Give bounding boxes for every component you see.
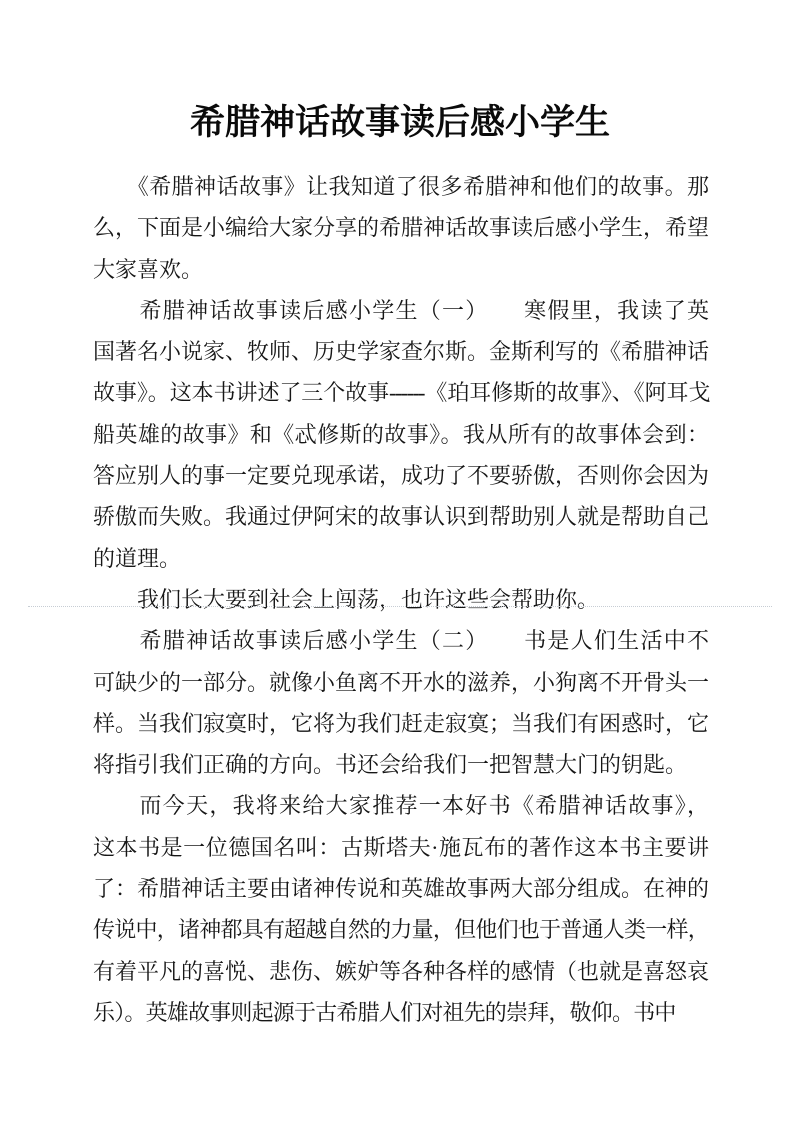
text-line: 希腊神话故事读后感小学生（一） 寒假里，我读了英 [93, 297, 709, 323]
text-line: 样。当我们寂寞时，它将为我们赶走寂寞；当我们有困惑时，它 [93, 710, 710, 736]
text-line: 我们长大要到社会上闯荡，也许这些会帮助你。 [93, 586, 600, 612]
document-title: 希腊神话故事读后感小学生 [189, 103, 610, 142]
text-line: 答应别人的事一定要兑现承诺，成功了不要骄傲，否则你会因为 [93, 463, 710, 489]
text-line: 这本书是一位德国名叫：古斯塔夫·施瓦布的著作这本书主要讲 [93, 834, 709, 860]
text-line: 可缺少的一部分。就像小鱼离不开水的滋养，小狗离不开骨头一 [93, 669, 710, 695]
text-line: 国著名小说家、牧师、历史学家查尔斯。金斯利写的《希腊神话 [93, 339, 710, 365]
text-line: 《希腊神话故事》让我知道了很多希腊神和他们的故事。那 [93, 174, 709, 199]
text-line: 的道理。 [93, 545, 182, 571]
text-line: 大家喜欢。 [93, 256, 204, 282]
text-line: 么，下面是小编给大家分享的希腊神话故事读后感小学生，希望 [93, 215, 710, 241]
text-line: 希腊神话故事读后感小学生（二） 书是人们生活中不 [93, 628, 709, 654]
text-line: 传说中，诸神都具有超越自然的力量，但他们也于普通人类一样， [93, 917, 709, 943]
document-body [93, 166, 709, 1033]
text-line: 了：希腊神话主要由诸神传说和英雄故事两大部分组成。在神的 [93, 876, 710, 902]
text-line: 有着平凡的喜悦、悲伤、嫉妒等各种各样的感情（也就是喜怒哀 [93, 958, 710, 984]
text-line: 将指引我们正确的方向。书还会给我们一把智慧大门的钥匙。 [93, 752, 688, 778]
page-break-dotted-line [28, 606, 772, 607]
text-line: 而今天，我将来给大家推荐一本好书《希腊神话故事》， [93, 793, 709, 819]
text-line: 乐）。英雄故事则起源于古希腊人们对祖先的崇拜，敬仰。书中 [93, 999, 676, 1025]
text-line: 故事》。这本书讲述了三个故事------《珀耳修斯的故事》、《阿耳戈 [93, 380, 709, 406]
text-line: 骄傲而失败。我通过伊阿宋的故事认识到帮助别人就是帮助自己 [93, 504, 710, 530]
text-line: 船英雄的故事》和《忒修斯的故事》。我从所有的故事体会到： [93, 421, 709, 447]
